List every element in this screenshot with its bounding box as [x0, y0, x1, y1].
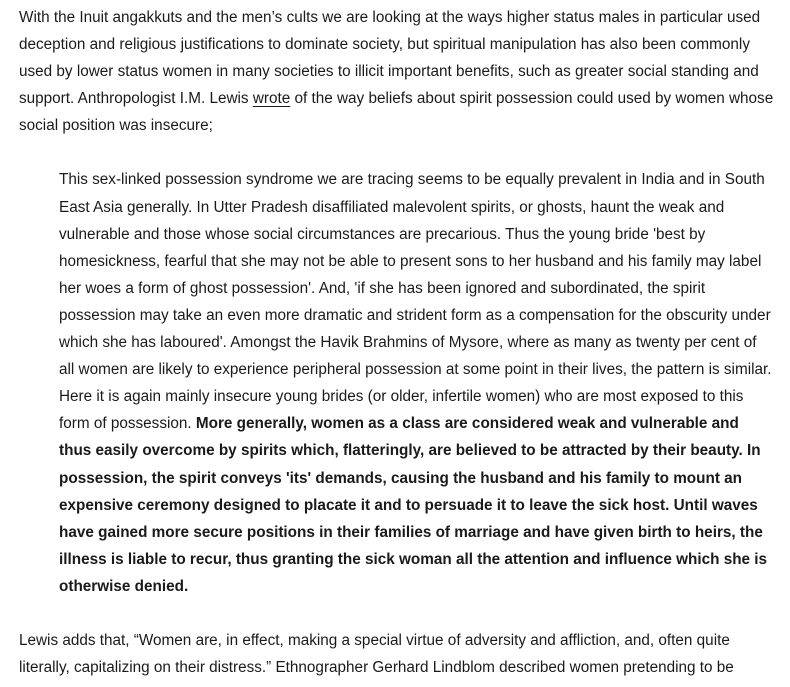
intro-text-before-link: With the Inuit angakkuts and the men’s cults we are looking at the ways higher status males in particular used deception and religious justifications to dominate society, but spiritual manipulation has also been commonly used by lower status women in many societies to illicit important benefits, such as greater social standing and support. Anthropologist I.M. Lewis	[19, 9, 761, 108]
intro-paragraph	[19, 4, 781, 139]
block-quote	[59, 166, 775, 600]
quote-bold-text: More generally, women as a class are considered weak and vulnerable and thus easily overcome by spirits which, flatteringly, are believed to be attracted by their beauty. In possession, the spirit conveys 'its' demands, causing the husband and his family to mount an expensive ceremony designed to placate it and to persuade it to leave the sick host. Until waves have gained more secure positions in their families of marriage and have given birth to heirs, the illness is liable to recur, thus granting the sick woman all the attention and influence which she is otherwise denied.	[59, 415, 768, 595]
intro-text-after-link: of the way beliefs about spirit possession could used by women whose social position was insecure;	[19, 90, 774, 135]
wrote-link[interactable]: wrote	[252, 90, 291, 108]
article-body	[19, 4, 781, 681]
closing-paragraph: Lewis adds that, “Women are, in effect, making a special virtue of adversity and affliction, and, often quite literally, capitalizing on their distress.” Ethnographer Gerhard Lindblom described women pretending to be	[19, 631, 734, 677]
quote-regular-text: This sex-linked possession syndrome we are tracing seems to be equally prevalent in India and in South East Asia generally. In Utter Pradesh disaffiliated malevolent spirits, or ghosts, haunt the weak and vulnerable and those whose social circumstances are precarious. Thus the young bride 'best by homesickness, fearful that she may not be able to present sons to her husband and his family may label her woes a form of ghost possession'. And, 'if she has been ignored and subordinated, the spirit possession may take an even more dramatic and strident form as a compensation for the obscurity under which she has laboured'. Amongst the Havik Brahmins of Mysore, where as many as twenty per cent of all women are likely to experience peripheral possession at some point in their lives, the pattern is similar. Here it is again mainly insecure young brides (or older, infertile women) who are most exposed to this form of possession.	[59, 171, 772, 433]
